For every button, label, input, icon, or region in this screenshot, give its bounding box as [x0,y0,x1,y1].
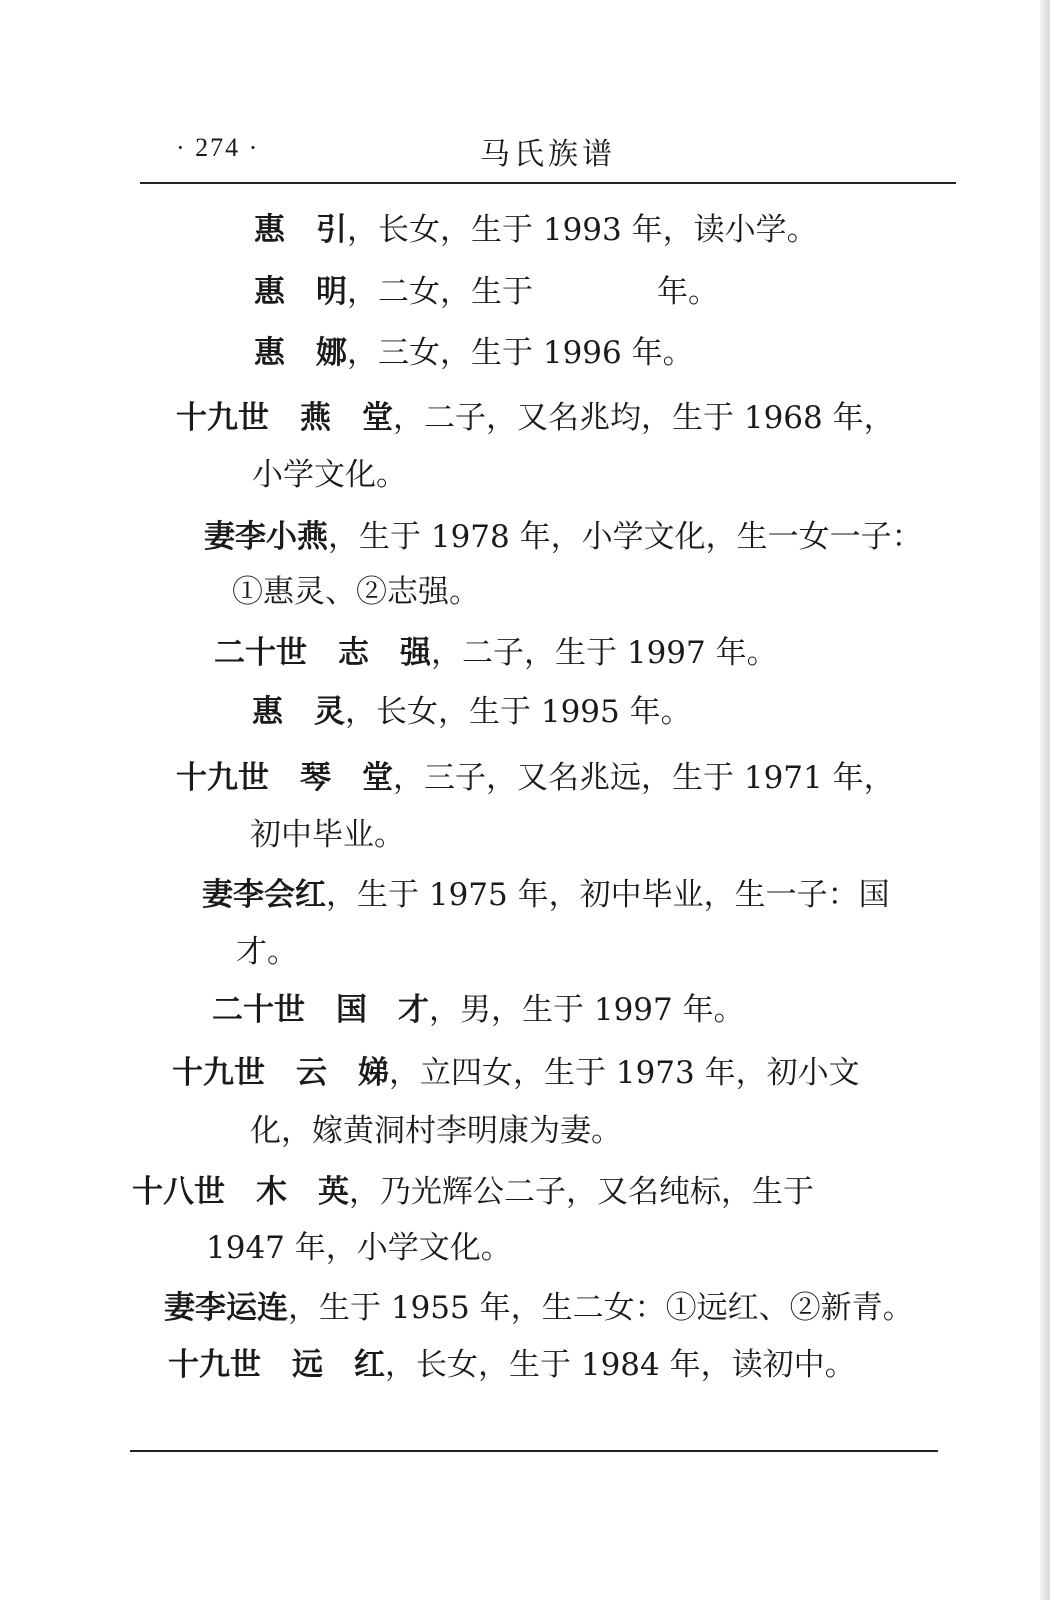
genealogy-entry [176,398,895,438]
spouse-name: 妻李运连 [164,1290,288,1326]
genealogy-spouse-entry [164,1288,914,1328]
person-name: 惠 明 [254,274,347,310]
entry-text: ，长女，生于 1984 年，读初中。 [385,1347,856,1383]
person-name: 远 红 [292,1347,385,1383]
person-name: 惠 娜 [254,335,347,371]
genealogy-entry [168,1345,856,1385]
entry-text: 小学文化。 [252,457,407,493]
page-edge-shadow [1040,0,1050,1600]
genealogy-entry [254,210,818,250]
genealogy-continuation [250,1111,622,1151]
entry-text: ，男，生于 1997 年。 [429,992,745,1028]
entry-text: ，生于 1955 年，生二女：①远红、②新青。 [288,1290,914,1326]
generation-label: 二十世 [212,992,305,1028]
spouse-name: 妻李会红 [202,877,326,913]
person-name: 国 才 [336,992,429,1028]
person-name: 琴 堂 [300,760,393,796]
entry-text: 化，嫁黄洞村李明康为妻。 [250,1113,622,1149]
generation-label: 十八世 [132,1174,225,1210]
person-name: 惠 引 [254,212,347,248]
person-name: 木 英 [256,1174,349,1210]
person-name: 惠 灵 [252,694,345,730]
entry-text: ，乃光辉公二子，又名纯标，生于 [349,1174,814,1210]
entry-text: ，二女，生于 年。 [347,274,719,310]
genealogy-entry [252,692,692,732]
footer-rule [130,1450,938,1452]
page-header [140,125,956,185]
entry-text: ，三女，生于 1996 年。 [347,335,694,371]
entry-text: ，立四女，生于 1973 年，初小文 [389,1055,860,1091]
genealogy-continuation [232,572,480,612]
person-name: 燕 堂 [300,400,393,436]
header-rule [140,182,956,184]
entry-text: ①惠灵、②志强。 [232,574,480,610]
entry-text: ，二子，又名兆均，生于 1968 年， [393,400,895,436]
genealogy-entry [254,333,694,373]
genealogy-entry [132,1172,814,1212]
entry-text: 初中毕业。 [250,817,405,853]
entry-text: ，生于 1978 年，小学文化，生一女一子： [328,519,923,555]
genealogy-continuation [206,1228,512,1268]
entry-text: ，三子，又名兆远，生于 1971 年， [393,760,895,796]
generation-label: 十九世 [168,1347,261,1383]
entry-text: ，长女，生于 1993 年，读小学。 [347,212,818,248]
genealogy-entry [212,990,745,1030]
spouse-name: 妻李小燕 [204,519,328,555]
genealogy-continuation [250,815,405,855]
generation-label: 十九世 [172,1055,265,1091]
genealogy-spouse-entry [202,875,890,915]
entry-text: 才。 [236,934,298,970]
page-number: · 274 · [176,133,260,162]
genealogy-entry [172,1053,860,1093]
person-name: 云 娣 [296,1055,389,1091]
entry-text: ，长女，生于 1995 年。 [345,694,692,730]
genealogy-spouse-entry [204,517,923,557]
entry-text: 1947 年，小学文化。 [206,1230,512,1266]
running-title: 马氏族谱 [480,137,616,172]
genealogy-entry [176,758,895,798]
generation-label: 十九世 [176,760,269,796]
generation-label: 十九世 [176,400,269,436]
genealogy-continuation [236,932,298,972]
entry-text: ，生于 1975 年，初中毕业，生一子：国 [326,877,890,913]
person-name: 志 强 [338,635,431,671]
generation-label: 二十世 [214,635,307,671]
genealogy-continuation [252,455,407,495]
genealogy-entry [214,633,778,673]
genealogy-entry [254,272,719,312]
entry-text: ，二子，生于 1997 年。 [431,635,778,671]
